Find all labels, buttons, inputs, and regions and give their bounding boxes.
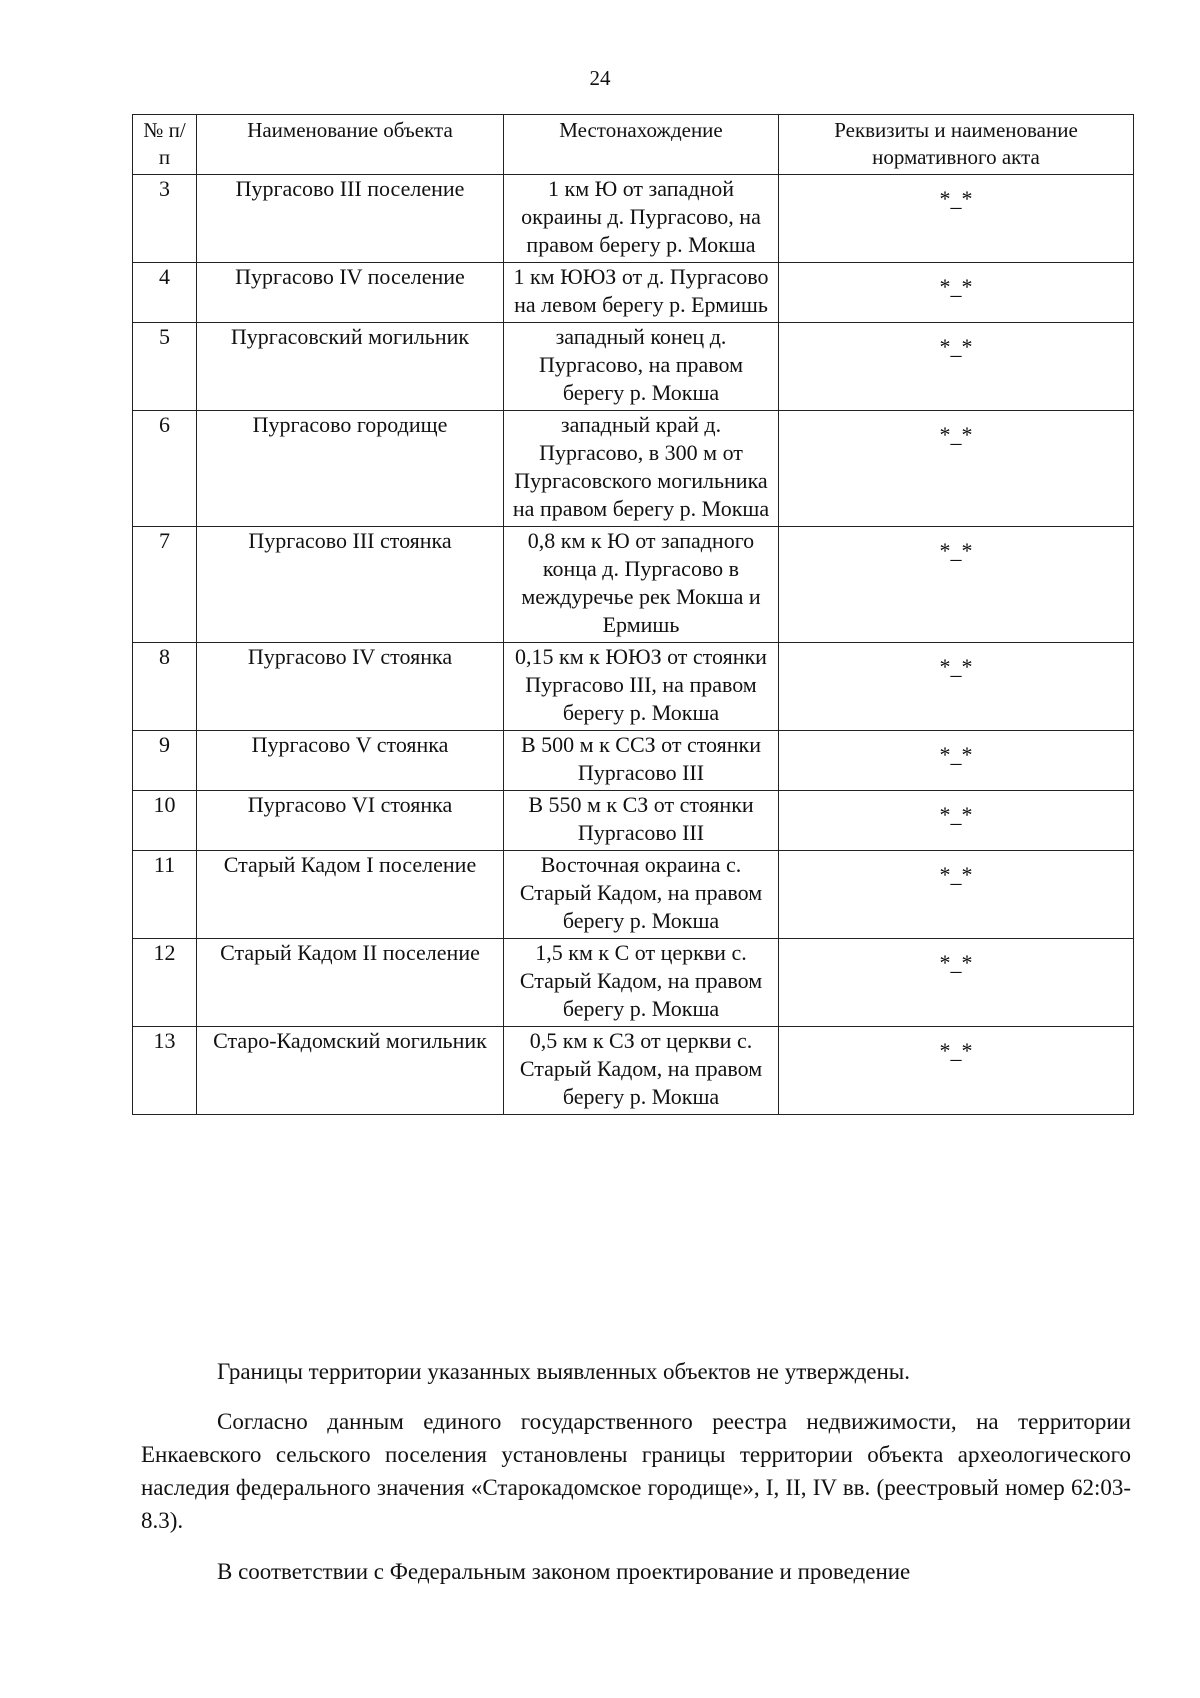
object-location: В 550 м к СЗ от стоянки Пургасово III — [504, 791, 779, 851]
object-name: Пургасово V стоянка — [197, 731, 504, 791]
normative-act: *_* — [779, 323, 1134, 411]
table-row — [133, 527, 1134, 643]
normative-act: *_* — [779, 175, 1134, 263]
object-name: Пургасово городище — [197, 411, 504, 527]
row-number: 10 — [133, 791, 197, 851]
row-number: 7 — [133, 527, 197, 643]
table-row — [133, 323, 1134, 411]
row-number: 5 — [133, 323, 197, 411]
object-name: Старый Кадом II поселение — [197, 939, 504, 1027]
row-number: 8 — [133, 643, 197, 731]
normative-act: *_* — [779, 731, 1134, 791]
row-number: 13 — [133, 1027, 197, 1115]
archaeological-objects-table — [132, 114, 1134, 1115]
normative-act: *_* — [779, 851, 1134, 939]
table-row — [133, 791, 1134, 851]
object-location: 1 км Ю от западной окраины д. Пургасово, на правом берегу р. Мокша — [504, 175, 779, 263]
normative-act: *_* — [779, 411, 1134, 527]
normative-act: *_* — [779, 791, 1134, 851]
row-number: 6 — [133, 411, 197, 527]
object-location: В 500 м к ССЗ от стоянки Пургасово III — [504, 731, 779, 791]
normative-act: *_* — [779, 939, 1134, 1027]
table-row — [133, 411, 1134, 527]
object-location: 0,5 км к СЗ от церкви с. Старый Кадом, на правом берегу р. Мокша — [504, 1027, 779, 1115]
table-row — [133, 731, 1134, 791]
table-row — [133, 175, 1134, 263]
object-name: Пургасово IV поселение — [197, 263, 504, 323]
normative-act: *_* — [779, 643, 1134, 731]
paragraph-federal-law: В соответствии с Федеральным законом проектирование и проведение — [217, 1559, 911, 1584]
object-location: западный конец д. Пургасово, на правом берегу р. Мокша — [504, 323, 779, 411]
table-row — [133, 939, 1134, 1027]
object-name: Пургасово VI стоянка — [197, 791, 504, 851]
object-location: 1 км ЮЮЗ от д. Пургасово на левом берегу р. Ермишь — [504, 263, 779, 323]
object-location: 0,15 км к ЮЮЗ от стоянки Пургасово III, на правом берегу р. Мокша — [504, 643, 779, 731]
table-row — [133, 263, 1134, 323]
object-location: 0,8 км к Ю от западного конца д. Пургасово в междуречье рек Мокша и Ермишь — [504, 527, 779, 643]
normative-act: *_* — [779, 1027, 1134, 1115]
normative-act: *_* — [779, 527, 1134, 643]
row-number: 4 — [133, 263, 197, 323]
header-number: № п/п — [133, 115, 197, 175]
page-number: 24 — [589, 66, 611, 90]
table-row — [133, 643, 1134, 731]
header-normative-act: Реквизиты и наименование нормативного акта — [779, 115, 1134, 175]
row-number: 12 — [133, 939, 197, 1027]
table-row — [133, 851, 1134, 939]
object-name: Пургасовский могильник — [197, 323, 504, 411]
object-name: Старый Кадом I поселение — [197, 851, 504, 939]
row-number: 11 — [133, 851, 197, 939]
header-location: Местонахождение — [504, 115, 779, 175]
normative-act: *_* — [779, 263, 1134, 323]
object-location: 1,5 км к С от церкви с. Старый Кадом, на правом берегу р. Мокша — [504, 939, 779, 1027]
table-row — [133, 1027, 1134, 1115]
row-number: 3 — [133, 175, 197, 263]
object-location: западный край д. Пургасово, в 300 м от Пургасовского могильника на правом берегу р. Мокша — [504, 411, 779, 527]
header-object-name: Наименование объекта — [197, 115, 504, 175]
object-name: Пургасово IV стоянка — [197, 643, 504, 731]
row-number: 9 — [133, 731, 197, 791]
object-name: Пургасово III поселение — [197, 175, 504, 263]
object-name: Пургасово III стоянка — [197, 527, 504, 643]
table-header-row — [133, 115, 1134, 175]
object-location: Восточная окраина с. Старый Кадом, на правом берегу р. Мокша — [504, 851, 779, 939]
paragraph-boundaries-not-approved: Границы территории указанных выявленных объектов не утверждены. — [217, 1359, 910, 1384]
object-name: Старо-Кадомский могильник — [197, 1027, 504, 1115]
paragraph-registry-data: Согласно данным единого государственного реестра недвижимости, на территории Енкаевского сельского поселения установлены границы территории объекта археологического наследия федерального значения «Старокадомское городище», I, II, IV вв. (реестровый номер 62:03-8.3). — [141, 1409, 1131, 1533]
